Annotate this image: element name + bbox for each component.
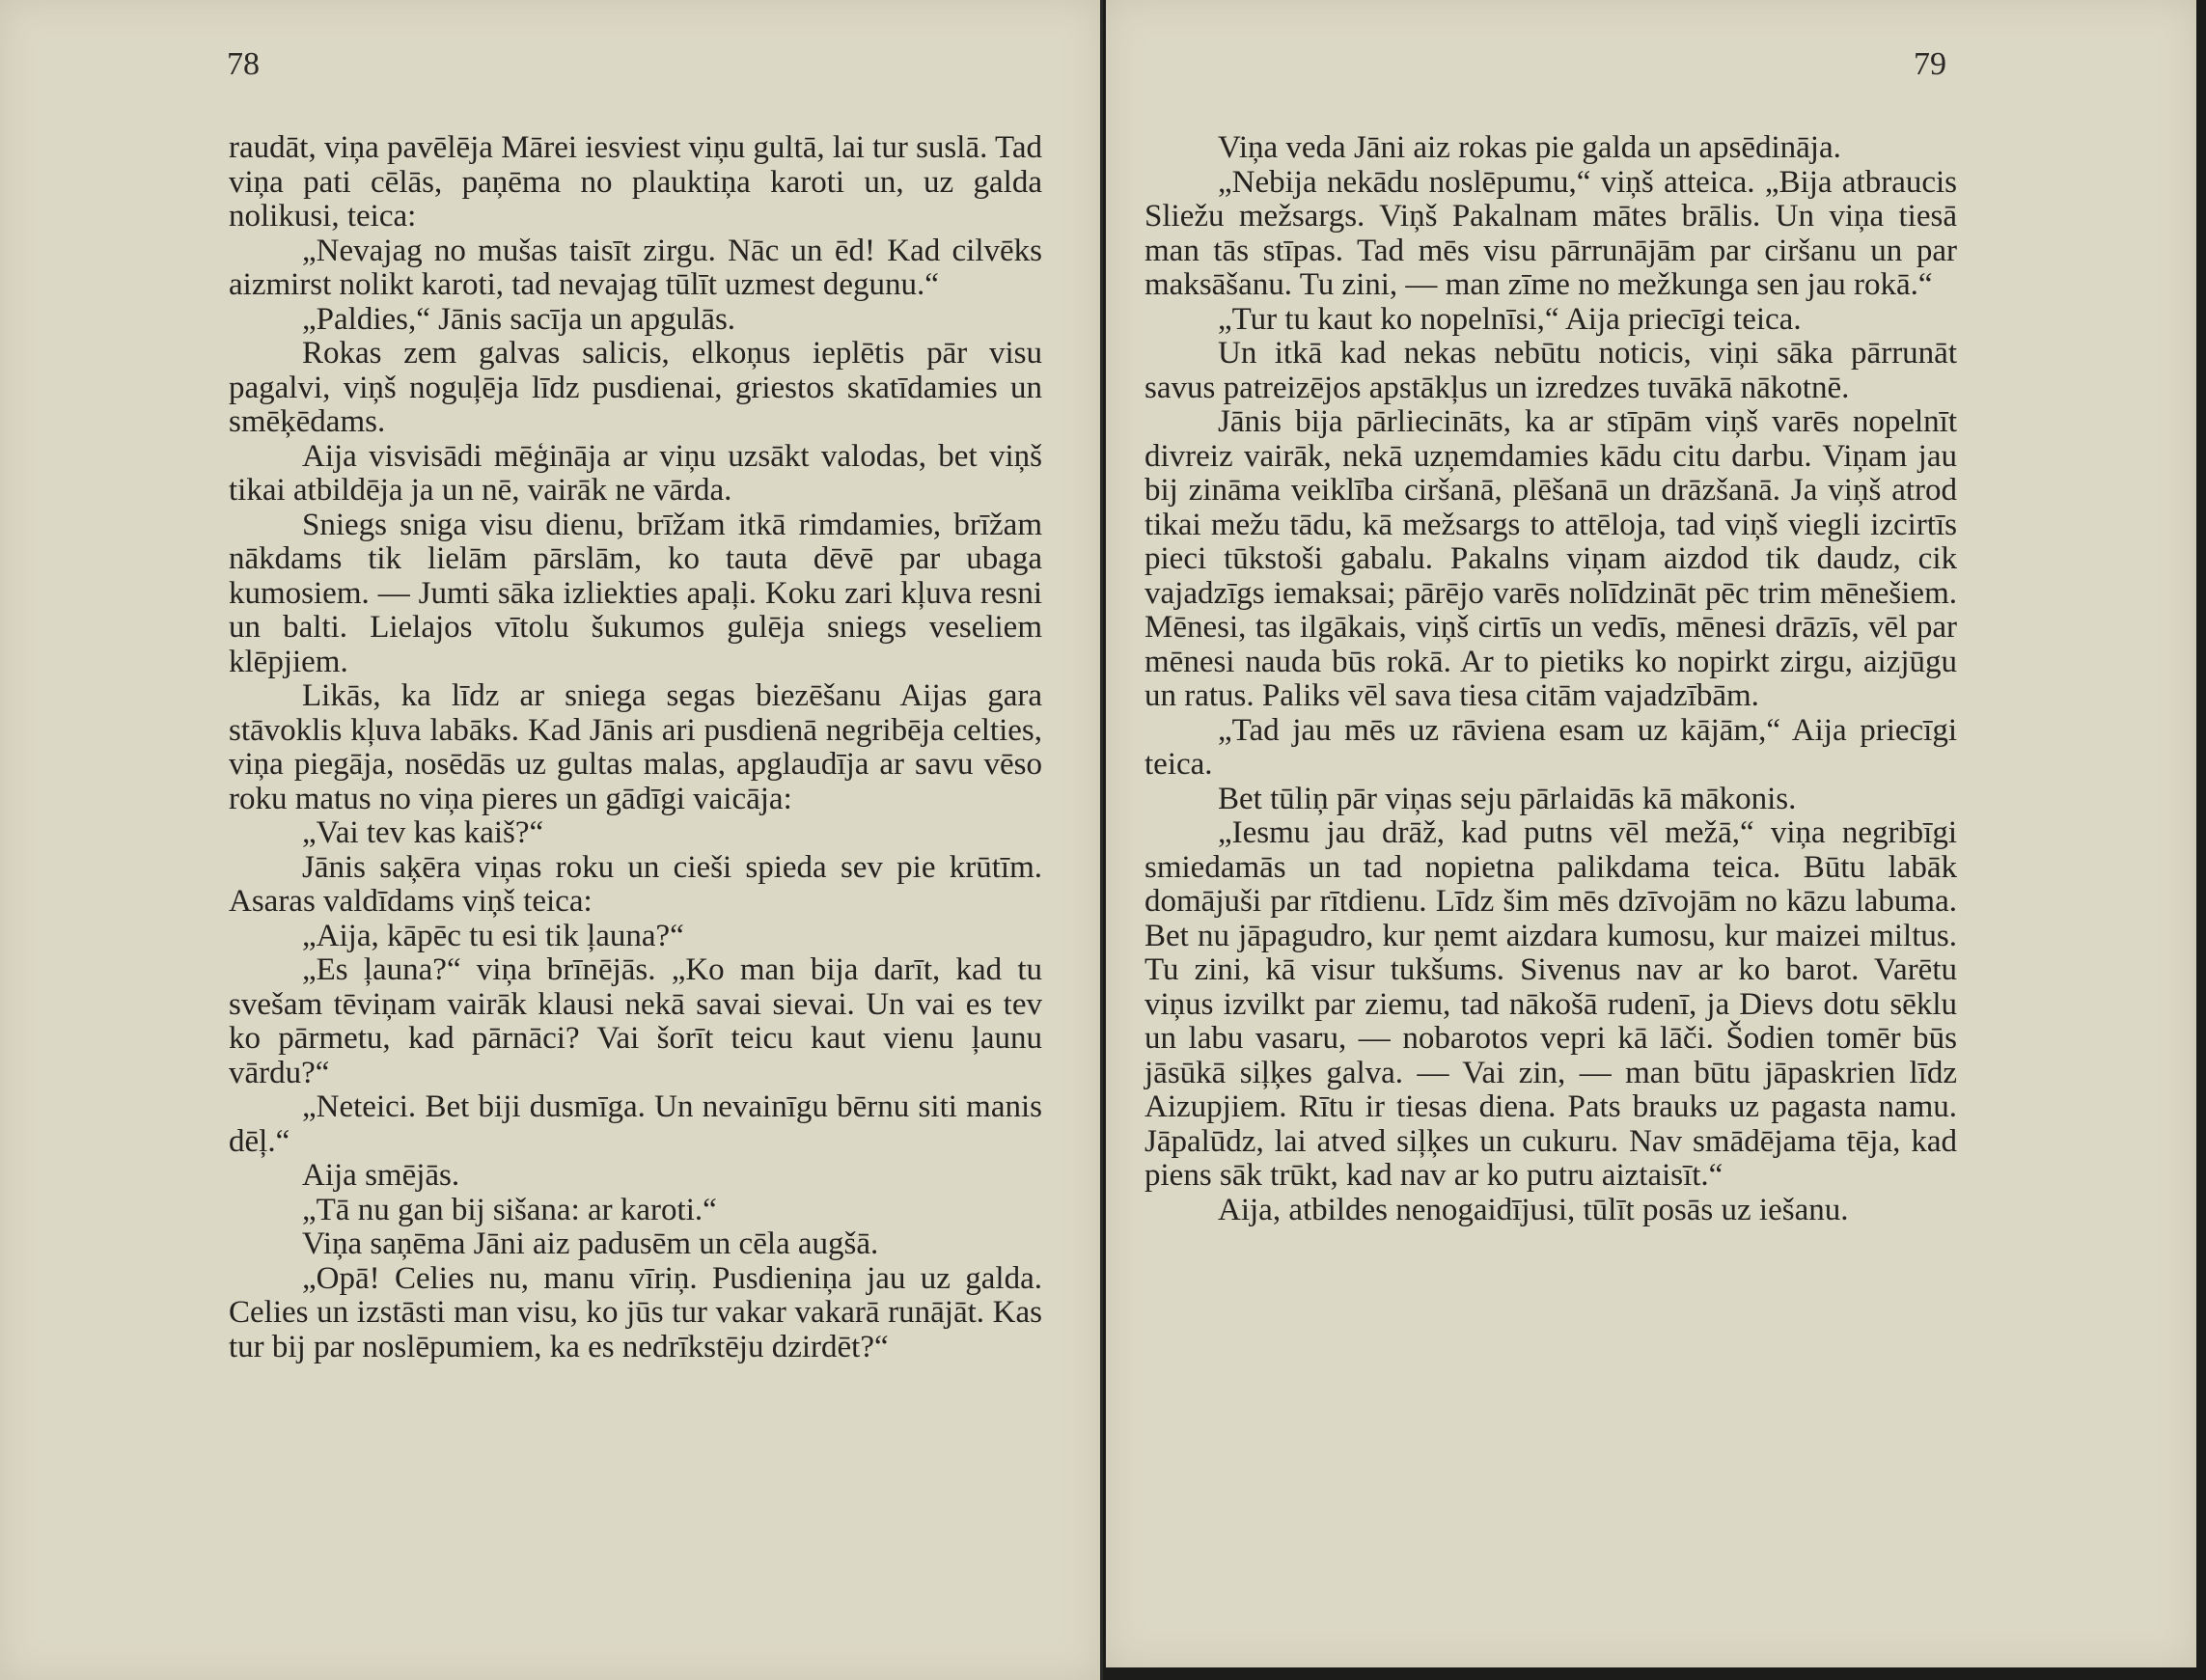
- paragraph: Sniegs sniga visu dienu, brīžam itkā rimdamies, brīžam nākdams tik lielām pārslām, ko tauta dēvē par ubaga kumosiem. — Jumti sāka izliekties apaļi. Koku zari kļuva resni un balti. Lielajos vītolu šukumos gulēja sniegs veseliem klēpjiem.: [229, 507, 1042, 679]
- page-text: [229, 131, 1042, 1364]
- paragraph: „Tur tu kaut ko nopelnīsi,“ Aija priecīgi teica.: [1218, 301, 1802, 337]
- paragraph: „Vai tev kas kaiš?“: [302, 815, 544, 850]
- paragraph: „Iesmu jau drāž, kad putns vēl mežā,“ viņa negribīgi smiedamās un tad nopietna palikdama teica. Būtu labāk domājuši par rītdienu. Līdz šim mēs dzīvojām no kāzu labuma. Bet nu jāpagudro, kur ņemt aizdara kumosu, kur maizei miltus. Tu zini, kā visur tukšums. Sivenus nav ar ko barot. Varētu viņus izvilkt par ziemu, tad nākošā rudenī, ja Dievs dotu sēklu un labu vasaru, — nobarotos vepri kā lāči. Šodien tomēr būs jāsūkā siļķes galva. — Vai zin, — man būtu jāpaskrien līdz Aizupjiem. Rītu ir tiesas diena. Pats brauks uz pagasta namu. Jāpalūdz, lai atved siļķes un cukuru. Nav smādējama tēja, kad piens sāk trūkt, kad nav ar ko putru aiztaisīt.“: [1144, 815, 1957, 1193]
- paragraph: Viņa veda Jāni aiz rokas pie galda un apsēdināja.: [1218, 130, 1841, 165]
- paragraph: „Opā! Celies nu, manu vīriņ. Pusdieniņa jau uz galda. Celies un izstāsti man visu, ko jūs tur vakar vakarā runājāt. Kas tur bij par noslēpumiem, ka es nedrīkstēju dzirdēt?“: [229, 1260, 1042, 1364]
- paragraph: „Tad jau mēs uz rāviena esam uz kājām,“ Aija priecīgi teica.: [1144, 712, 1957, 782]
- paragraph: Un itkā kad nekas nebūtu noticis, viņi sāka pārrunāt savus patreizējos apstākļus un izredzes tuvākā nākotnē.: [1144, 336, 1957, 405]
- right-page: [1106, 0, 2196, 1667]
- paragraph: „Neteici. Bet biji dusmīga. Un nevainīgu bērnu siti manis dēļ.“: [229, 1089, 1042, 1159]
- paragraph: Aija smējās.: [302, 1158, 460, 1193]
- paragraph: „Tā nu gan bij sišana: ar karoti.“: [302, 1192, 717, 1227]
- paragraph: Aija, atbildes nenogaidījusi, tūlīt posās uz iešanu.: [1218, 1192, 1849, 1227]
- paragraph: „Nevajag no mušas taisīt zirgu. Nāc un ēd! Kad cilvēks aizmirst nolikt karoti, tad nevajag tūlīt uzmest degunu.“: [229, 233, 1042, 302]
- page-number: 79: [1914, 46, 1946, 82]
- paragraph: Jānis saķēra viņas roku un cieši spieda sev pie krūtīm. Asaras valdīdams viņš teica:: [229, 849, 1042, 919]
- paragraph: Aija visvisādi mēģināja ar viņu uzsākt valodas, bet viņš tikai atbildēja ja un nē, vairāk ne vārda.: [229, 438, 1042, 508]
- paragraph: „Aija, kāpēc tu esi tik ļauna?“: [302, 918, 684, 953]
- paragraph: Likās, ka līdz ar sniega segas biezēšanu Aijas gara stāvoklis kļuva labāks. Kad Jānis ari pusdienā negribēja celties, viņa piegāja, nosēdās uz gultas malas, apglaudīja ar savu vēso roku matus no viņa pieres un gādīgi vaicāja:: [229, 678, 1042, 816]
- paragraph: raudāt, viņa pavēlēja Mārei iesviest viņu gultā, lai tur suslā. Tad viņa pati cēlās, paņēma no plauktiņa karoti un, uz galda nolikusi, teica:: [229, 130, 1042, 234]
- paragraph: Viņa saņēma Jāni aiz padusēm un cēla augšā.: [302, 1226, 879, 1261]
- paragraph: Bet tūliņ pār viņas seju pārlaidās kā mākonis.: [1218, 781, 1797, 816]
- paragraph: Rokas zem galvas salicis, elkoņus ieplētis pār visu pagalvi, viņš noguļēja līdz pusdienai, griestos skatīdamies un smēķēdams.: [229, 336, 1042, 439]
- paragraph: „Nebija nekādu noslēpumu,“ viņš atteica. „Bija atbraucis Sliežu mežsargs. Viņš Pakalnam mātes brālis. Un viņa tiesā man tās stīpas. Tad mēs visu pārrunājām par ciršanu un par maksāšanu. Tu zini, — man zīme no mežkunga sen jau rokā.“: [1144, 164, 1957, 302]
- page-number: 78: [227, 46, 260, 82]
- paragraph: „Paldies,“ Jānis sacīja un apgulās.: [302, 301, 736, 337]
- page-text: [1144, 131, 1957, 1227]
- paragraph: „Es ļauna?“ viņa brīnējās. „Ko man bija darīt, kad tu svešam tēviņam vairāk klausi nekā savai sievai. Un vai es tev ko pārmetu, kad pārnāci? Vai šorīt teicu kaut vienu ļaunu vārdu?“: [229, 952, 1042, 1090]
- paragraph: Jānis bija pārliecināts, ka ar stīpām viņš varēs nopelnīt divreiz vairāk, nekā uzņemdamies kādu citu darbu. Viņam jau bij zināma veiklība ciršanā, plēšanā un drāzšanā. Ja viņš atrod tikai mežu tādu, kā mežsargs to attēloja, tad viņš viegli izcirtīs pieci tūkstoši gabalu. Pakalns viņam aizdod tik daudz, cik vajadzīgs iemaksai; pārējo varēs nolīdzināt pēc trim mēnešiem. Mēnesi, tas ilgākais, viņš cirtīs un vedīs, mēnesi drāzīs, vēl par mēnesi nauda būs rokā. Ar to pietiks ko nopirkt zirgu, aizjūgu un ratus. Paliks vēl sava tiesa citām vajadzībām.: [1144, 404, 1957, 713]
